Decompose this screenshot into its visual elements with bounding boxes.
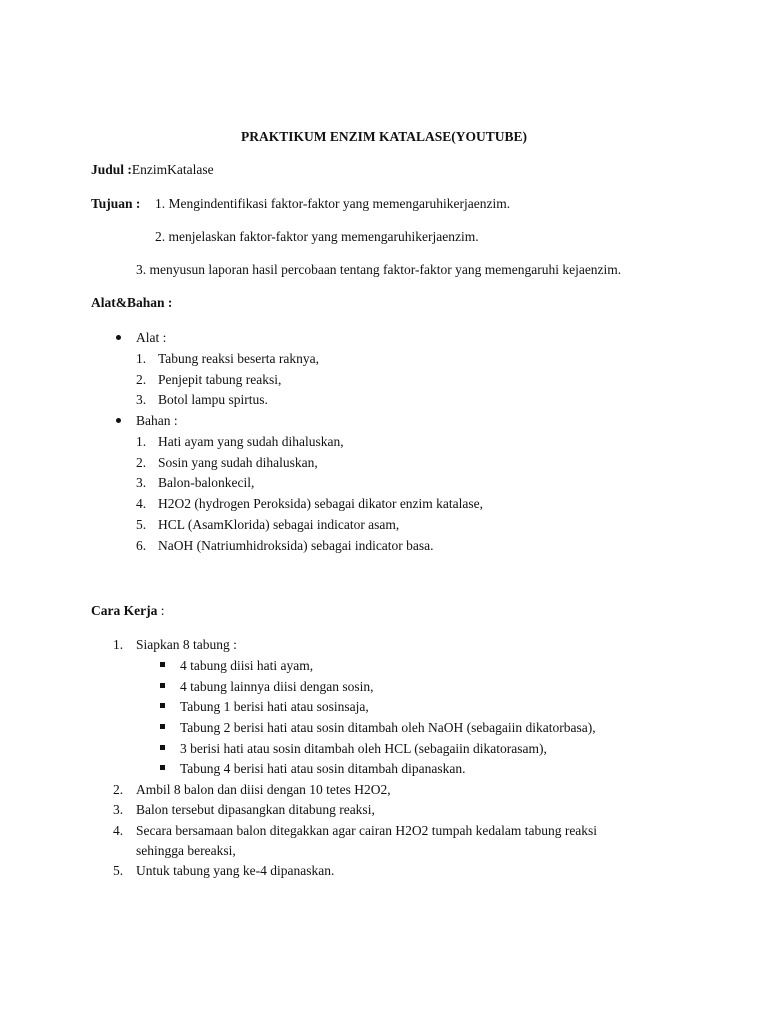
alat-num-2: 2.	[136, 372, 147, 387]
tujuan-item-1: 1. Mengindentifikasi faktor-faktor yang memengaruhikerjaenzim.	[155, 196, 511, 211]
subitem-6: Tabung 4 berisi hati atau sosin ditambah dipanaskan.	[180, 761, 466, 776]
step-5: Untuk tabung yang ke-4 dipanaskan.	[136, 863, 335, 878]
step-1: Siapkan 8 tabung :	[136, 637, 237, 652]
bahan-item-3: Balon-balonkecil,	[158, 475, 255, 490]
square-bullet-icon	[160, 765, 165, 770]
bahan-label: Bahan :	[136, 413, 178, 428]
tujuan-label: Tujuan :	[91, 196, 141, 211]
tujuan-item-3: 3. menyusun laporan hasil percobaan tentang faktor-faktor yang memengaruhi kejaenzim.	[136, 262, 622, 277]
square-bullet-icon	[160, 724, 165, 729]
alat-item-2: Penjepit tabung reaksi,	[158, 372, 282, 387]
bahan-item-4: H2O2 (hydrogen Peroksida) sebagai dikator enzim katalase,	[158, 496, 484, 511]
bahan-item-6: NaOH (Natriumhidroksida) sebagai indicator basa.	[158, 538, 434, 553]
bahan-num-2: 2.	[136, 455, 147, 470]
bahan-item-1: Hati ayam yang sudah dihaluskan,	[158, 434, 344, 449]
subitem-5: 3 berisi hati atau sosin ditambah oleh HCL (sebagaiin dikatorasam),	[180, 741, 547, 756]
subitem-2: 4 tabung lainnya diisi dengan sosin,	[180, 679, 374, 694]
step-num-2: 2.	[113, 782, 124, 797]
alat-num-3: 3.	[136, 392, 147, 407]
bahan-num-4: 4.	[136, 496, 147, 511]
bahan-num-5: 5.	[136, 517, 147, 532]
square-bullet-icon	[160, 745, 165, 750]
step-3: Balon tersebut dipasangkan ditabung reaksi,	[136, 802, 375, 817]
square-bullet-icon	[160, 662, 165, 667]
bahan-item-5: HCL (AsamKlorida) sebagai indicator asam,	[158, 517, 400, 532]
alat-item-1: Tabung reaksi beserta raknya,	[158, 351, 319, 366]
judul-line	[91, 161, 214, 179]
cara-kerja-heading	[91, 602, 165, 620]
judul-value: EnzimKatalase	[131, 162, 214, 177]
alat-item-3: Botol lampu spirtus.	[158, 392, 268, 407]
tujuan-item-2: 2. menjelaskan faktor-faktor yang memengaruhikerjaenzim.	[155, 229, 479, 244]
bahan-num-3: 3.	[136, 475, 147, 490]
step-num-5: 5.	[113, 863, 124, 878]
bahan-num-6: 6.	[136, 538, 147, 553]
cara-kerja-label: Cara Kerja	[91, 603, 158, 618]
page-title: PRAKTIKUM ENZIM KATALASE(YOUTUBE)	[240, 129, 528, 144]
step-2: Ambil 8 balon dan diisi dengan 10 tetes H2O2,	[136, 782, 391, 797]
bahan-num-1: 1.	[136, 434, 147, 449]
square-bullet-icon	[160, 703, 165, 708]
alat-bahan-heading: Alat&Bahan :	[91, 295, 173, 310]
square-bullet-icon	[160, 683, 165, 688]
step-4: Secara bersamaan balon ditegakkan agar cairan H2O2 tumpah kedalam tabung reaksi	[136, 823, 598, 838]
judul-label: Judul :	[91, 162, 132, 177]
step-num-1: 1.	[113, 637, 124, 652]
step-num-3: 3.	[113, 802, 124, 817]
cara-kerja-colon: :	[157, 603, 165, 618]
alat-num-1: 1.	[136, 351, 147, 366]
step-num-4: 4.	[113, 823, 124, 838]
subitem-1: 4 tabung diisi hati ayam,	[180, 658, 314, 673]
step-4-continuation: sehingga bereaksi,	[136, 843, 236, 858]
subitem-3: Tabung 1 berisi hati atau sosinsaja,	[180, 699, 369, 714]
subitem-4: Tabung 2 berisi hati atau sosin ditambah oleh NaOH (sebagaiin dikatorbasa),	[180, 720, 596, 735]
bahan-item-2: Sosin yang sudah dihaluskan,	[158, 455, 318, 470]
bullet-icon	[116, 335, 121, 340]
bullet-icon	[116, 418, 121, 423]
alat-label: Alat :	[136, 330, 167, 345]
